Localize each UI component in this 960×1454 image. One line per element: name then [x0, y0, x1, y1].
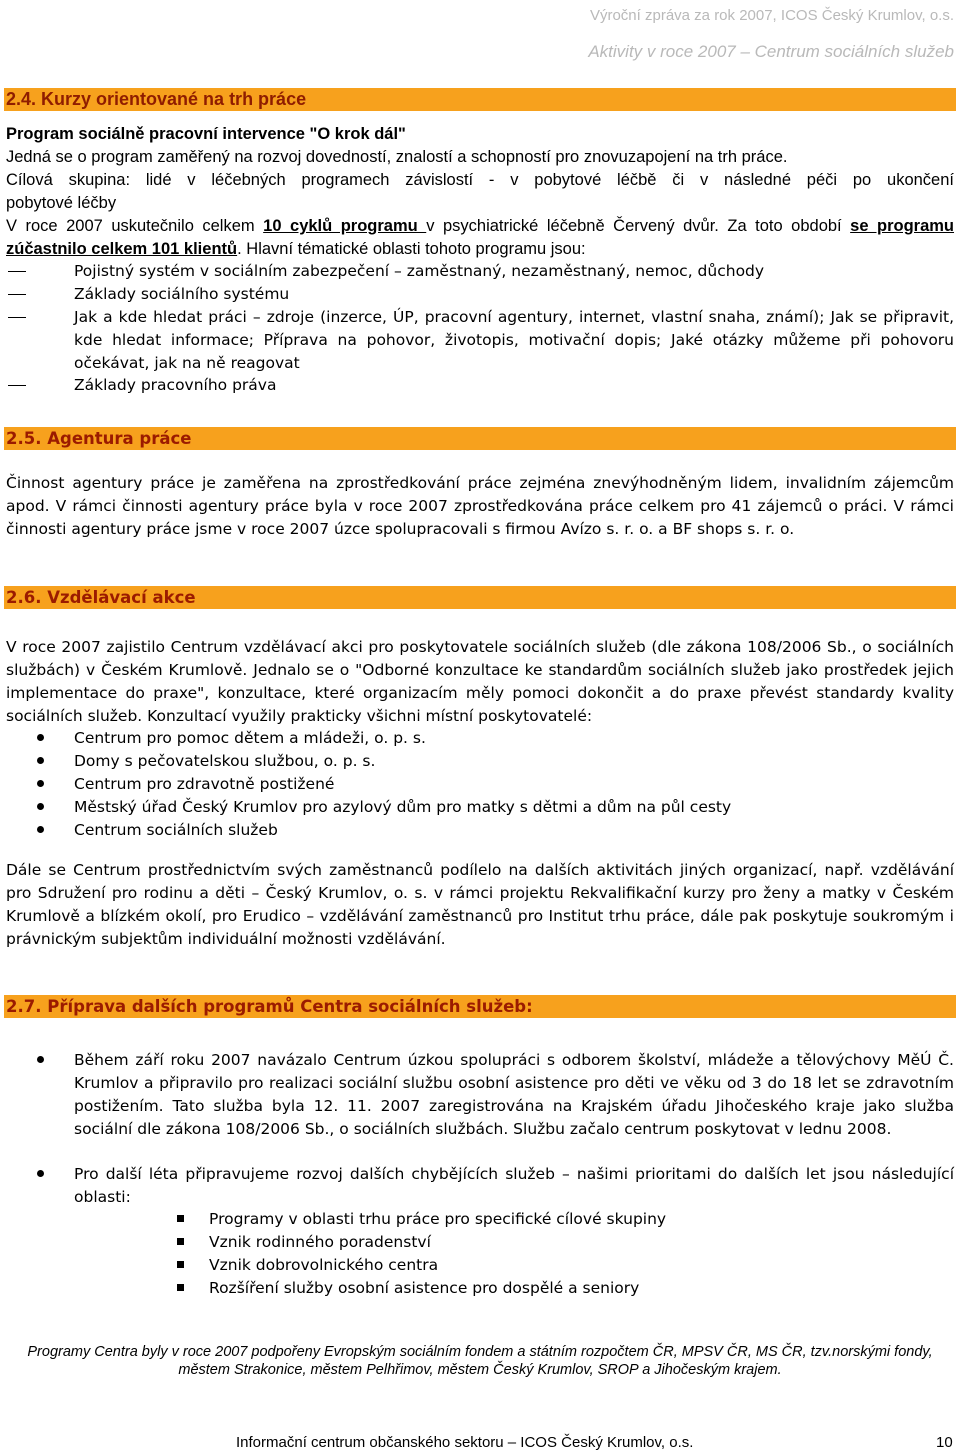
agency-paragraph: Činnost agentury práce je zaměřena na zprostředkování práce zejména znevýhodněným lidem, invalidním zájemcům apod. V rámci činnosti agentury práce byla v roce 2007 zprostředkována práce celkem pro 41 zájemců o práci. V rámci činnosti agentury práce jsme v roce 2007 úzce spolupracovali s firmou Avízo s. r. o. a BF shops s. r. o.	[6, 474, 954, 538]
bullet-icon	[37, 1056, 44, 1063]
provider-item: Centrum sociálních služeb	[74, 821, 278, 839]
priority-item: Rozšíření služby osobní asistence pro dospělé a seniory	[209, 1279, 640, 1297]
priority-item: Vznik rodinného poradenství	[209, 1233, 431, 1251]
bullet-icon	[37, 734, 44, 741]
provider-item: Městský úřad Český Krumlov pro azylový dům pro matky s dětmi a dům na půl cesty	[74, 798, 732, 816]
education-paragraph: V roce 2007 zajistilo Centrum vzdělávací akci pro poskytovatele sociálních služeb (dle zákona 108/2006 Sb., o sociálních službách) v Českém Krumlově. Jednalo se o "Odborné konzultace ke standardům sociálních služeb jako prostředek jejich implementace do praxe", konzultace, které organizacím měly pomoci dokončit a do praxe převést standardy kvality sociálních služeb. Konzultací využily prakticky všichni místní poskytovatelé:	[6, 638, 954, 725]
provider-item: Centrum pro pomoc dětem a mládeži, o. p. s.	[74, 729, 426, 747]
plan-item: Během září roku 2007 navázalo Centrum úzkou spolupráci s odborem školství, mládeže a tělovýchovy MěÚ Č. Krumlov a připravilo pro realizaci sociální službu osobní asistence pro děti ve věku od 3 do 18 let se zdravotním postižením. Tato služba byla 12. 11. 2007 zaregistrována na Krajském úřadu Jihočeského kraje jako služba sociální dle zákona 108/2006 Sb., o sociálních službách. Službu začalo centrum poskytovat v lednu 2008.	[74, 1051, 954, 1138]
topic-item: Pojistný systém v sociálním zabezpečení – zaměstnaný, nezaměstnaný, nemoc, důchody	[40, 260, 730, 283]
target-group: Cílová skupina: lidé v léčebných programech závislostí - v pobytové léčbě či v následné péči po ukončení	[6, 171, 954, 189]
provider-item: Centrum pro zdravotně postižené	[74, 775, 335, 793]
footer-org: Informační centrum občanského sektoru – ICOS Český Krumlov, o.s.	[236, 1434, 694, 1451]
program-summary: V roce 2007 uskutečnilo celkem 10 cyklů programu v psychiatrické léčebně Červený dvůr. Za toto období se programu zúčastnilo celkem 101 klientů. Hlavní tématické oblasti tohoto programu jsou:	[6, 217, 955, 258]
page-number: 10	[936, 1434, 953, 1451]
bullet-icon	[37, 1170, 44, 1177]
other-activities-paragraph: Dále se Centrum prostřednictvím svých zaměstnanců podílelo na dalších aktivitách jiných organizací, např. vzdělávání pro Sdružení pro rodinu a děti – Český Krumlov, o. s. v rámci projektu Rekvalifikační kurzy pro ženy a matky v Českém Krumlově a blízkém okolí, pro Erudico – vzdělávání zaměstnanců pro Institut trhu práce, dále pak poskytuje soukromým i právnickým subjektům individuální možnosti vzdělávání.	[6, 861, 954, 948]
funding-note-cont: městem Strakonice, městem Pelhřimov, městem Český Krumlov, SROP a Jihočeským krajem.	[178, 1362, 782, 1378]
target-group-cont: pobytové léčby	[6, 194, 117, 212]
section-2-4-heading: 2.4. Kurzy orientované na trh práce	[4, 88, 956, 111]
report-header: Výroční zpráva za rok 2007, ICOS Český Krumlov, o.s.	[589, 7, 954, 24]
provider-item: Domy s pečovatelskou službou, o. p. s.	[74, 752, 376, 770]
square-bullet-icon	[177, 1215, 184, 1222]
bullet-icon	[37, 757, 44, 764]
topic-item: Základy sociálního systému	[40, 283, 255, 306]
bullet-icon	[37, 780, 44, 787]
square-bullet-icon	[177, 1261, 184, 1268]
section-header: Aktivity v roce 2007 – Centrum sociálních služeb	[588, 42, 954, 61]
square-bullet-icon	[177, 1238, 184, 1245]
priority-item: Vznik dobrovolnického centra	[209, 1256, 439, 1274]
bullet-icon	[37, 826, 44, 833]
priority-item: Programy v oblasti trhu práce pro specifické cílové skupiny	[209, 1210, 667, 1228]
program-intro: Jedná se o program zaměřený na rozvoj dovedností, znalostí a schopností pro znovuzapojení na trh práce.	[6, 148, 788, 166]
topic-item: Základy pracovního práva	[40, 374, 242, 397]
section-2-6-heading: 2.6. Vzdělávací akce	[4, 586, 956, 609]
square-bullet-icon	[177, 1284, 184, 1291]
funding-note: Programy Centra byly v roce 2007 podpořeny Evropským sociálním fondem a státním rozpočtem ČR, MPSV ČR, MS ČR, tzv.norskými fondy,	[27, 1344, 933, 1360]
section-2-5-heading: 2.5. Agentura práce	[4, 427, 956, 450]
plan-item: Pro další léta připravujeme rozvoj dalších chybějících služeb – našimi prioritami do dalších let jsou následující oblasti:	[74, 1165, 954, 1206]
program-title: Program sociálně pracovní intervence "O krok dál"	[6, 125, 406, 143]
section-2-7-heading: 2.7. Příprava dalších programů Centra sociálních služeb:	[4, 995, 956, 1018]
topic-item-text: Jak a kde hledat práci – zdroje (inzerce, ÚP, pracovní agentury, internet, vlastní snaha, známí); Jak se připravit, kde hledat informace; Příprava na pohovor, životopis, motivační dopis; Jaké otázky můžeme při pohovoru očekávat, jak na ně reagovat	[74, 308, 954, 372]
bullet-icon	[37, 803, 44, 810]
